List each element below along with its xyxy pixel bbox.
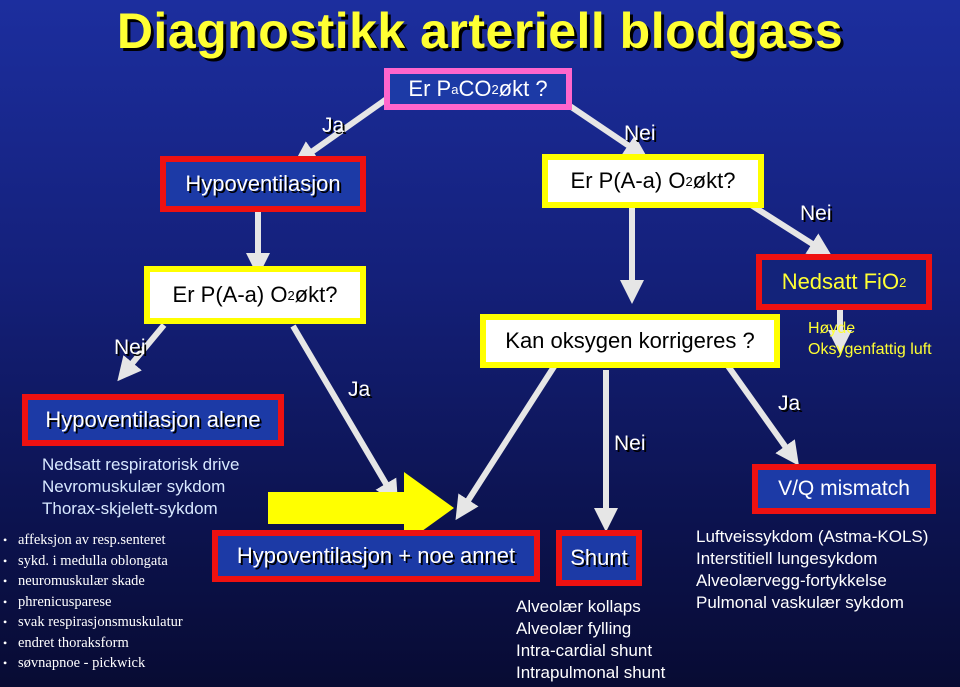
shunt-causes — [516, 596, 665, 684]
node-hypoventilasjon: Hypoventilasjon — [160, 156, 366, 212]
shunt-cause: Alveolær kollaps — [516, 597, 641, 616]
aa-right-suffix: økt? — [692, 168, 736, 193]
aa-left-prefix: Er P(A-a) O — [172, 282, 288, 307]
vq-cause: Luftveissykdom (Astma-KOLS) — [696, 527, 929, 546]
label-nei-mid: Nei — [614, 432, 646, 455]
vq-cause: Alveolærvegg-fortykkelse — [696, 571, 887, 590]
fio2-prefix: Nedsatt FiO — [781, 269, 900, 294]
label-ja-mid: Ja — [348, 378, 371, 401]
hypo-alene-cause: Thorax-skjelett-sykdom — [42, 499, 218, 518]
label-ja-right: Ja — [778, 392, 801, 415]
label-nei-top: Nei — [624, 122, 656, 145]
paco2-prefix: Er P — [408, 76, 452, 101]
node-aa-question-right — [542, 154, 764, 208]
label-ja-top: Ja — [322, 114, 345, 137]
hypo-alene-cause: Nevromuskulær sykdom — [42, 477, 226, 496]
shunt-cause: Intrapulmonal shunt — [516, 663, 666, 682]
fio2-cause: Høyde — [808, 320, 856, 337]
node-kan-oksygen: Kan oksygen korrigeres ? — [480, 314, 780, 368]
detail-cause: • phrenicusparese — [0, 592, 183, 613]
vq-cause: Pulmonal vaskulær sykdom — [696, 593, 904, 612]
detail-cause: • neuromuskulær skade — [0, 571, 183, 592]
node-nedsatt-fio2 — [756, 254, 932, 310]
detail-cause: • svak respirasjonsmuskulatur — [0, 612, 183, 633]
shunt-cause: Intra-cardial shunt — [516, 641, 653, 660]
arrow-aa-left-ja — [293, 326, 392, 494]
detail-cause: • sykd. i medulla oblongata — [0, 551, 183, 572]
label-nei-right: Nei — [800, 202, 832, 225]
detail-cause: • affeksjon av resp.senteret — [0, 530, 183, 551]
node-aa-question-left — [144, 266, 366, 324]
node-hypoventilasjon-noe-annet: Hypoventilasjon + noe annet — [212, 530, 540, 582]
detail-cause: • søvnapnoe - pickwick — [0, 653, 183, 674]
vq-cause: Interstitiell lungesykdom — [696, 549, 878, 568]
page-title: Diagnostikk arteriell blodgass — [116, 3, 844, 59]
node-hypoventilasjon-alene: Hypoventilasjon alene — [22, 394, 284, 446]
hypo-alene-causes — [42, 454, 239, 520]
fio2-causes — [808, 318, 932, 360]
vq-causes — [696, 526, 928, 614]
aa-right-prefix: Er P(A-a) O — [570, 168, 686, 193]
detail-causes-list — [0, 530, 183, 674]
label-nei-left: Nei — [114, 336, 146, 359]
detail-cause: • endret thoraksform — [0, 633, 183, 654]
fio2-sub: 2 — [899, 274, 907, 290]
aa-left-sub: 2 — [287, 287, 295, 303]
node-shunt: Shunt — [556, 530, 642, 586]
node-vq-mismatch: V/Q mismatch — [752, 464, 936, 514]
aa-left-suffix: økt? — [294, 282, 338, 307]
node-paco2-question — [384, 68, 572, 110]
paco2-suffix: økt ? — [498, 76, 548, 101]
arrow-kan-ja — [462, 362, 557, 510]
paco2-sub-2: 2 — [491, 81, 499, 97]
shunt-cause: Alveolær fylling — [516, 619, 632, 638]
paco2-sub-a: a — [451, 81, 459, 97]
fio2-cause: Oksygenfattig luft — [808, 341, 932, 358]
hypo-alene-cause: Nedsatt respiratorisk drive — [42, 455, 240, 474]
aa-right-sub: 2 — [685, 173, 693, 189]
arrow-paco2-ja — [303, 98, 388, 158]
paco2-co: CO — [458, 76, 492, 101]
